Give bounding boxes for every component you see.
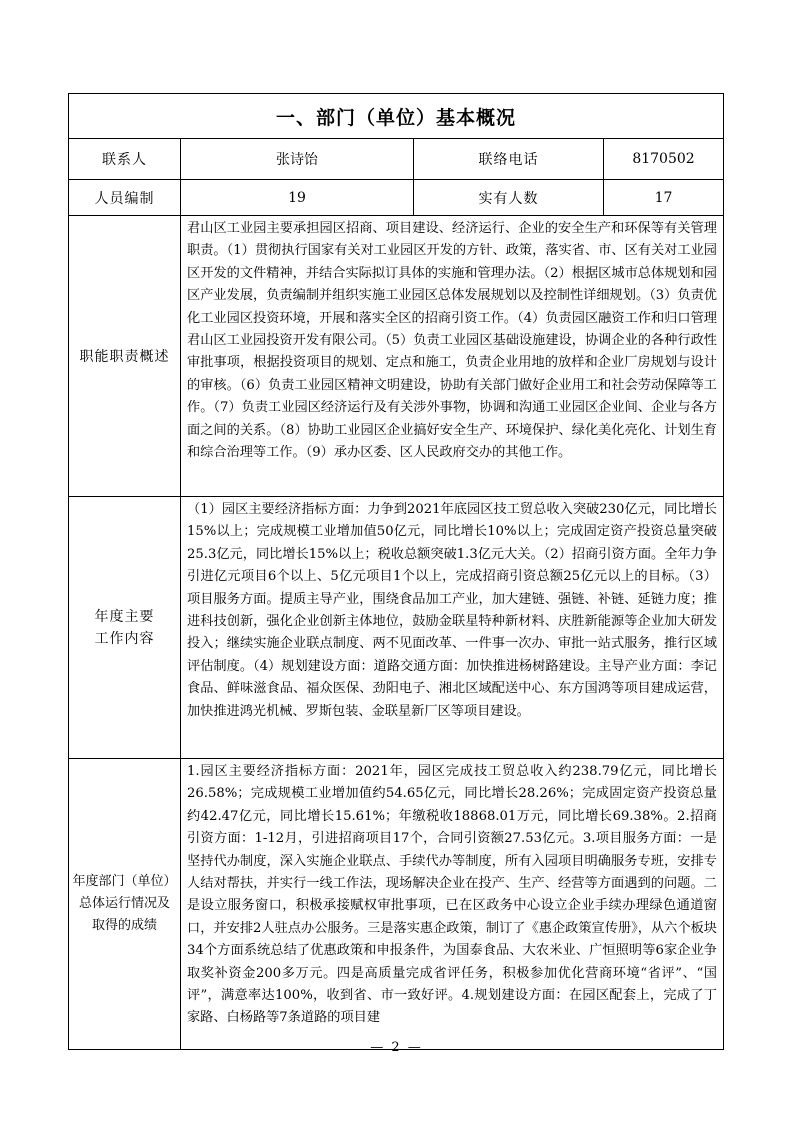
section-title: 一、部门（单位）基本概况 [275,106,516,129]
performance-row [69,759,723,1049]
actual-label: 实有人数 [413,180,603,215]
annual-work-row [69,497,723,759]
duties-label: 职能职责概述 [79,349,170,365]
performance-label-line2: 总体运行情况及 [78,896,170,911]
performance-label-line3: 取得的成绩 [91,918,157,933]
annual-work-label [69,497,180,758]
page-number: — 2 — [370,1040,423,1055]
phone-value: 8170502 [603,139,723,179]
contact-label: 联系人 [102,152,147,168]
performance-text: 1.园区主要经济指标方面：2021年，园区完成技工贸总收入约238.79亿元，同比增长26.58%；完成规模工业增加值约54.65亿元，同比增长28.26%；完成固定资产投资总量约42.47亿元，同比增长15.61%；年缴税收18868.01万元，同比增长69.38%。2.招商引资方面：1-12月，引进招商项目17个，合同引资额27.53亿元。3.项目服务方面：一是坚持代办制度，深入实施企业联点、手续代办等制度，所有入园项目明确服务专班，安排专人结对帮扶，并实行一线工作法，现场解决企业在投产、生产、经营等方面遇到的问题。二是设立服务窗口，积极承接赋权审批事项，已在区政务中心设立企业手续办理绿色通道窗口，并安排2人驻点办公服务。三是落实惠企政策，制订了《惠企政策宣传册》，从六个板块34个方面系统总结了优惠政策和申报条件，为国泰食品、大农米业、广恒照明等6家企业争取奖补资金200多万元。四是高质量完成省评任务，积极参加优化营商环境“省评”、“国评”，满意率达100%，收到省、市一致好评。4.规划建设方面：在园区配套上，完成了丁家路、白杨路等7条道路的项目建 [180,759,723,1049]
staffing-quota: 19 [180,180,413,215]
performance-label-line1: 年度部门（单位） [72,874,177,889]
contact-row [69,139,723,180]
actual-count: 17 [603,180,723,215]
duties-row [69,216,723,497]
staffing-label: 人员编制 [94,190,155,207]
info-table [68,93,724,1050]
performance-label [69,759,180,1049]
staffing-row [69,180,723,216]
annual-work-label-line1: 年度主要 [94,608,155,625]
contact-name: 张诗饴 [180,139,413,179]
annual-work-label-line2: 工作内容 [94,630,155,647]
annual-work-text: （1）园区主要经济指标方面：力争到2021年底园区技工贸总收入突破230亿元，同比增长15%以上；完成规模工业增加值50亿元，同比增长10%以上；完成固定资产投资总量突破25.3亿元，同比增长15%以上；税收总额突破1.3亿元大关。（2）招商引资方面。全年力争引进亿元项目6个以上、5亿元项目1个以上，完成招商引资总额25亿元以上的目标。（3）项目服务方面。提质主导产业，围绕食品加工产业，加大建链、强链、补链、延链力度；推进科技创新，强化企业创新主体地位，鼓励金联星特种新材料、庆胜新能源等企业加大研发投入；继续实施企业联点制度、两不见面改革、一件事一次办、审批一站式服务，推行区域评估制度。（4）规划建设方面：道路交通方面：加快推进杨树路建设。主导产业方面：李记食品、鲜味滋食品、福众医保、劲阳电子、湘北区域配送中心、东方国鸿等项目建成运营，加快推进鸿光机械、罗斯包装、金联星新厂区等项目建设。 [180,497,723,758]
duties-text: 君山区工业园主要承担园区招商、项目建设、经济运行、企业的安全生产和环保等有关管理职责。（1）贯彻执行国家有关对工业园区开发的方针、政策，落实省、市、区有关对工业园区开发的文件精神，并结合实际拟订具体的实施和管理办法。（2）根据区城市总体规划和园区产业发展，负责编制并组织实施工业园区总体发展规划以及控制性详细规划。（3）负责优化工业园区投资环境，开展和落实全区的招商引资工作。（4）负责园区融资工作和归口管理君山区工业园投资开发有限公司。（5）负责工业园区基础设施建设，协调企业的各种行政性审批事项，根据投资项目的规划、定点和施工，负责企业用地的放样和企业厂房规划与设计的审核。（6）负责工业园区精神文明建设，协助有关部门做好企业用工和社会劳动保障等工作。（7）负责工业园区经济运行及有关涉外事物，协调和沟通工业园区企业间、企业与各方面之间的关系。（8）协助工业园区企业搞好安全生产、环境保护、绿化美化亮化、计划生育和综合治理等工作。（9）承办区委、区人民政府交办的其他工作。 [180,216,723,496]
phone-label: 联络电话 [413,139,603,179]
title-row [69,94,723,139]
